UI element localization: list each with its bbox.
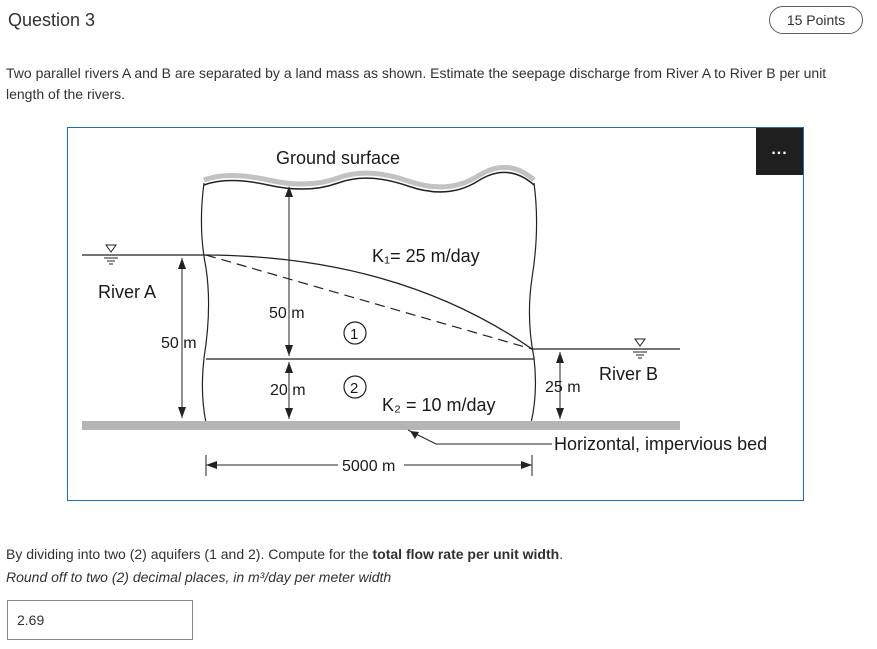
dim-25m: 25 m xyxy=(545,379,581,396)
instructions-suffix: . xyxy=(559,546,564,562)
more-options-button[interactable]: ... xyxy=(756,128,803,175)
instructions-bold: total flow rate per unit width xyxy=(372,546,560,562)
question-prompt: Two parallel rivers A and B are separated by a land mass as shown. Estimate the seepage discharge from River A to River B per unit length of the rivers. xyxy=(6,65,827,102)
river-a-label: River A xyxy=(98,282,157,302)
question-title: Question 3 xyxy=(8,10,96,30)
answer-input[interactable]: 2.69 xyxy=(7,600,193,640)
impervious-bed xyxy=(82,421,680,430)
k1-label: K₁= 25 m/day xyxy=(372,246,480,266)
dim-20m: 20 m xyxy=(270,382,306,399)
ground-surface-label: Ground surface xyxy=(276,148,401,168)
points-badge: 15 Points xyxy=(769,6,863,34)
instructions xyxy=(6,546,563,562)
dim-50m-left: 50 m xyxy=(161,335,197,352)
k2-label: K₂ = 10 m/day xyxy=(382,395,496,415)
bed-label: Horizontal, impervious bed xyxy=(554,434,768,454)
rounding-hint: Round off to two (2) decimal places, in m³/day per meter width xyxy=(6,569,392,585)
seepage-diagram xyxy=(68,128,804,501)
instructions-prefix: By dividing into two (2) aquifers (1 and 2). Compute for the xyxy=(6,546,373,562)
aquifer-2-label: 2 xyxy=(350,380,359,397)
dim-50m-inner: 50 m xyxy=(269,305,305,322)
seepage-figure xyxy=(67,127,804,501)
river-b-label: River B xyxy=(599,364,659,384)
dim-5000m: 5000 m xyxy=(342,458,396,475)
aquifer-1-label: 1 xyxy=(350,326,359,343)
